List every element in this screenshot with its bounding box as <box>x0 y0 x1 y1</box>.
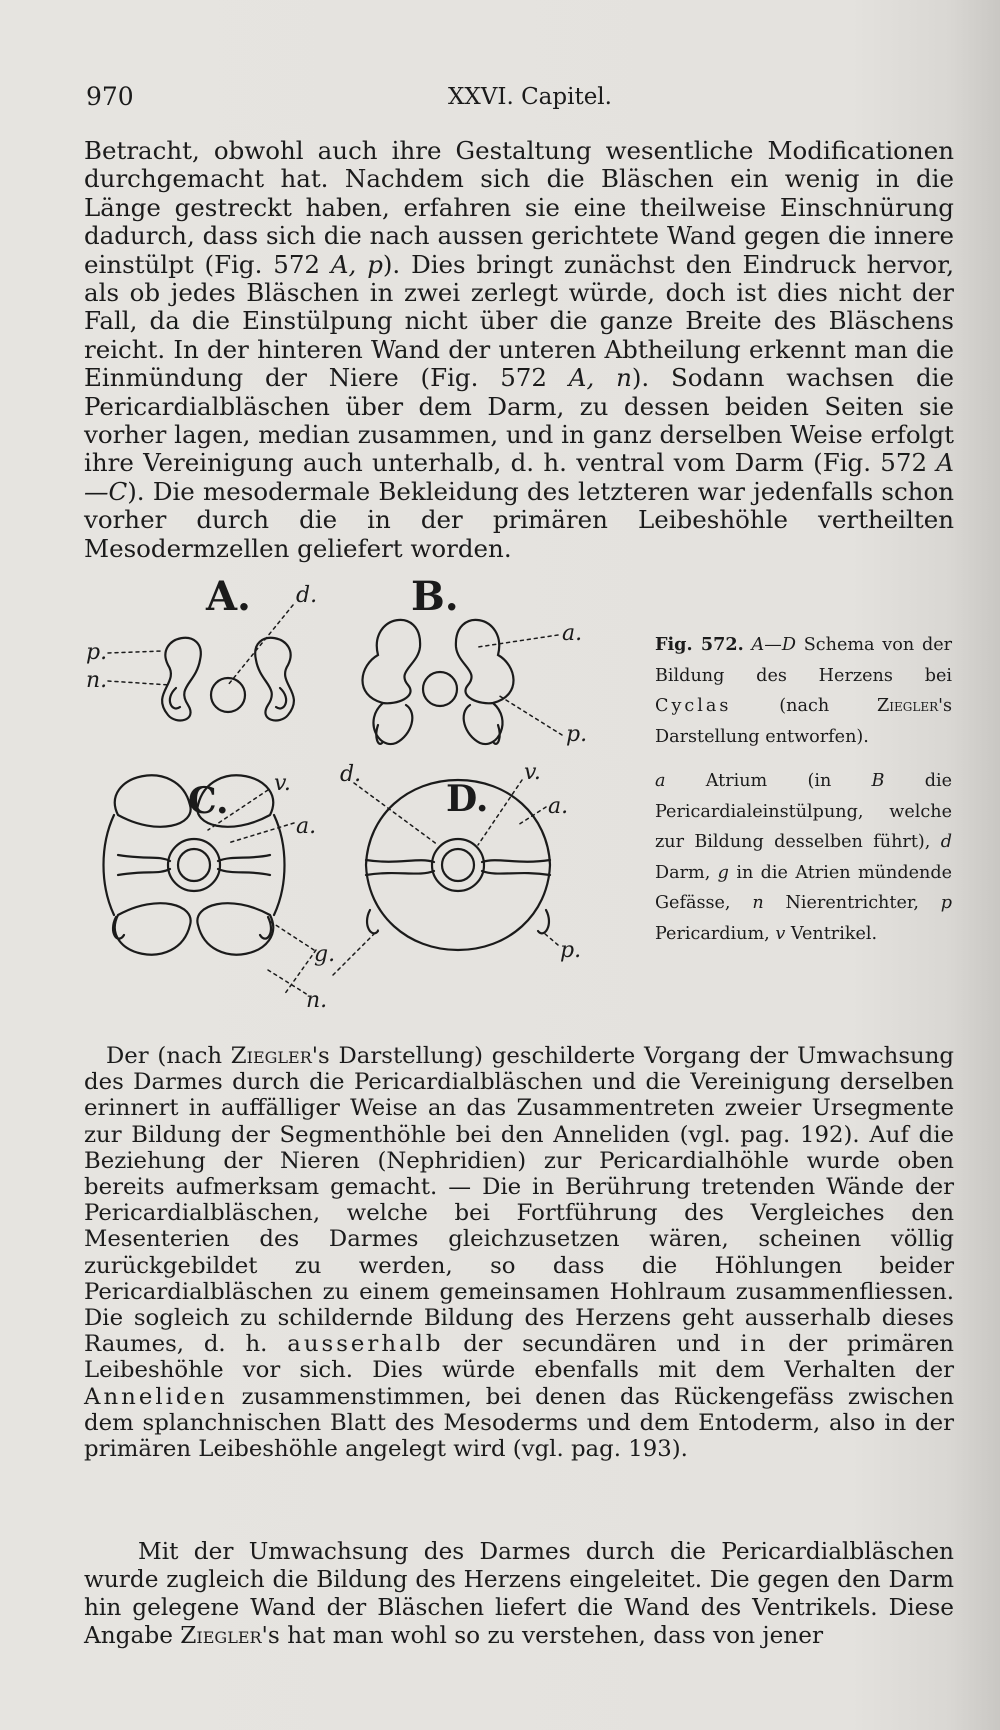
label-d-d: d. <box>340 762 362 787</box>
text-run: A—C <box>84 448 954 506</box>
text-run: n <box>752 893 764 913</box>
panel-label-d: D. <box>446 778 489 820</box>
text-run: Anneliden <box>84 1383 228 1410</box>
text-run: ). Sodann wachsen die Pericardialbläschen über dem Darm, zu dessen beiden Seiten sie vorher lagen, median zusammen, und in ganz derselben Weise erfolgt ihre Vereinigung auch unterhalb, d. h. ventral vom Darm (Fig. 572 <box>84 363 954 478</box>
text-run: Betracht, obwohl auch ihre Gestaltung wesentliche Modificationen durchgemacht hat. Nachdem sich die Bläschen ein wenig in die Länge gestreckt haben, erfahren sie eine theilweise Einschnürung dadurch, dass sich die nach aussen gerichtete Wand gegen die innere einstülpt (Fig. 572 <box>84 136 954 279</box>
label-b-p: p. <box>566 722 588 747</box>
text-run: A—D <box>751 635 796 655</box>
label-d-v: v. <box>524 760 541 785</box>
figure-572-drawing <box>78 575 638 1015</box>
text-run: Atrium (in <box>665 771 872 791</box>
label-d-p: p. <box>560 938 582 963</box>
paragraph-3 <box>84 1538 954 1650</box>
text-run: Pericardium, <box>655 923 776 944</box>
label-a-p: p. <box>86 640 108 665</box>
figure-caption <box>655 630 952 949</box>
panel-label-c: C. <box>188 780 229 822</box>
text-run: in die Atrien mündende Gefässe, <box>655 862 953 913</box>
text-run: 's hat man wohl so zu verstehen, dass von jener <box>261 1622 824 1649</box>
text-run: Schema von der Bildung des Herzens bei <box>655 635 953 686</box>
text-run: d <box>940 832 952 852</box>
text-run: 's Darstellung) geschilderte Vorgang der Umwachsung des Darmes durch die Pericardialbläschen und die Vereinigung derselben erinnert in auffälliger Weise an das Zusammentreten zweier Ursegmente zur Bildung der Segmenthöhle bei den Anneliden (vgl. pag. 192). Auf die Beziehung der Nieren (Nephridien) zur Pericardialhöhle wurde oben bereits aufmerksam gemacht. — Die in Berührung tretenden Wände der Pericardialbläschen, welche bei Fortführung des Vergleiches den Mesenterien des Darmes gleichzusetzen wären, scheinen völlig zurückgebildet zu werden, so dass die Höhlungen beider Pericardialbläschen zu einem gemeinsamen Hohlraum zusammenfliessen. Die sogleich zu schildernde Bildung des Herzens geht ausserhalb dieses Raumes, d. h. <box>84 1043 954 1358</box>
label-c-v: v. <box>274 771 291 796</box>
text-run: in <box>740 1331 769 1358</box>
paragraph-2 <box>84 1043 954 1462</box>
text-run: A, n <box>568 363 632 393</box>
panel-b-leaders <box>478 635 562 735</box>
panel-a-leaders <box>108 605 293 685</box>
page-header <box>86 82 946 122</box>
label-c-g: g. <box>314 942 336 967</box>
text-run: ). Die mesodermale Bekleidung des letzteren war jedenfalls schon vorher durch die in der primären Leibeshöhle vertheilten Mesodermzellen geliefert worden. <box>84 476 954 563</box>
text-run: B <box>871 771 885 791</box>
text-run: Nierentrichter, <box>763 893 941 913</box>
label-b-a: a. <box>562 621 583 646</box>
figure-number: Fig. 572. <box>655 634 744 655</box>
panel-label-b: B. <box>411 575 459 620</box>
text-run: zusammenstimmen, bei denen das Rückengefäss zwischen dem splanchnischen Blatt des Mesoderms und dem Entoderm, also in der primären Leibeshöhle angelegt wird (vgl. pag. 193). <box>84 1383 954 1463</box>
label-a-n: n. <box>86 668 108 693</box>
caption-title <box>655 630 952 752</box>
text-run: Ventrikel. <box>785 923 878 944</box>
panel-b-diagram <box>362 620 513 744</box>
caption-legend <box>655 766 952 949</box>
running-title: XXVI. Capitel. <box>448 84 612 110</box>
label-a-d: d. <box>296 583 318 608</box>
text-run: Ziegler <box>230 1043 312 1069</box>
text-run: Der (nach <box>106 1043 231 1069</box>
text-run: a <box>655 771 666 791</box>
text-run: die Pericardialeinstülpung, welche zur Bildung desselben führt), <box>655 771 952 852</box>
text-run: p <box>940 893 952 913</box>
label-c-a: a. <box>296 814 317 839</box>
text-run: (nach <box>731 696 878 716</box>
text-run: der primären Leibeshöhle vor sich. Dies würde ebenfalls mit dem Verhalten der <box>84 1331 954 1384</box>
text-run: 's Darstellung entworfen). <box>655 696 952 747</box>
text-run: v <box>775 923 786 944</box>
label-n-shared: n. <box>306 988 328 1013</box>
text-run: A, p <box>330 249 383 279</box>
panel-label-a: A. <box>206 575 251 620</box>
figure-572 <box>78 575 638 1015</box>
text-run: g <box>717 862 729 883</box>
text-run: Ziegler <box>877 696 939 716</box>
page-number: 970 <box>86 82 134 111</box>
text-run: ausserhalb <box>287 1331 444 1358</box>
text-run: der secundären und <box>443 1331 741 1358</box>
text-run: Cyclas <box>655 696 732 716</box>
text-run: Ziegler <box>180 1622 262 1649</box>
label-d-a: a. <box>548 794 569 819</box>
text-run: Mit der Umwachsung des Darmes durch die Pericardialbläschen wurde zugleich die Bildung des Herzens eingeleitet. Die gegen den Darm hin gelegene Wand der Bläschen liefert die Wand des Ventrikels. Diese Angabe <box>84 1538 954 1649</box>
panel-a-diagram <box>162 638 294 721</box>
paragraph-1 <box>84 137 954 563</box>
text-run: ). Dies bringt zunächst den Eindruck hervor, als ob jedes Bläschen in zwei zerlegt würde, doch ist dies nicht der Fall, da die Einstülpung nicht über die ganze Breite des Bläschens reicht. In der hinteren Wand der unteren Abtheilung erkennt man die Einmündung der Niere (Fig. 572 <box>84 249 954 393</box>
text-run: Darm, <box>655 862 718 883</box>
